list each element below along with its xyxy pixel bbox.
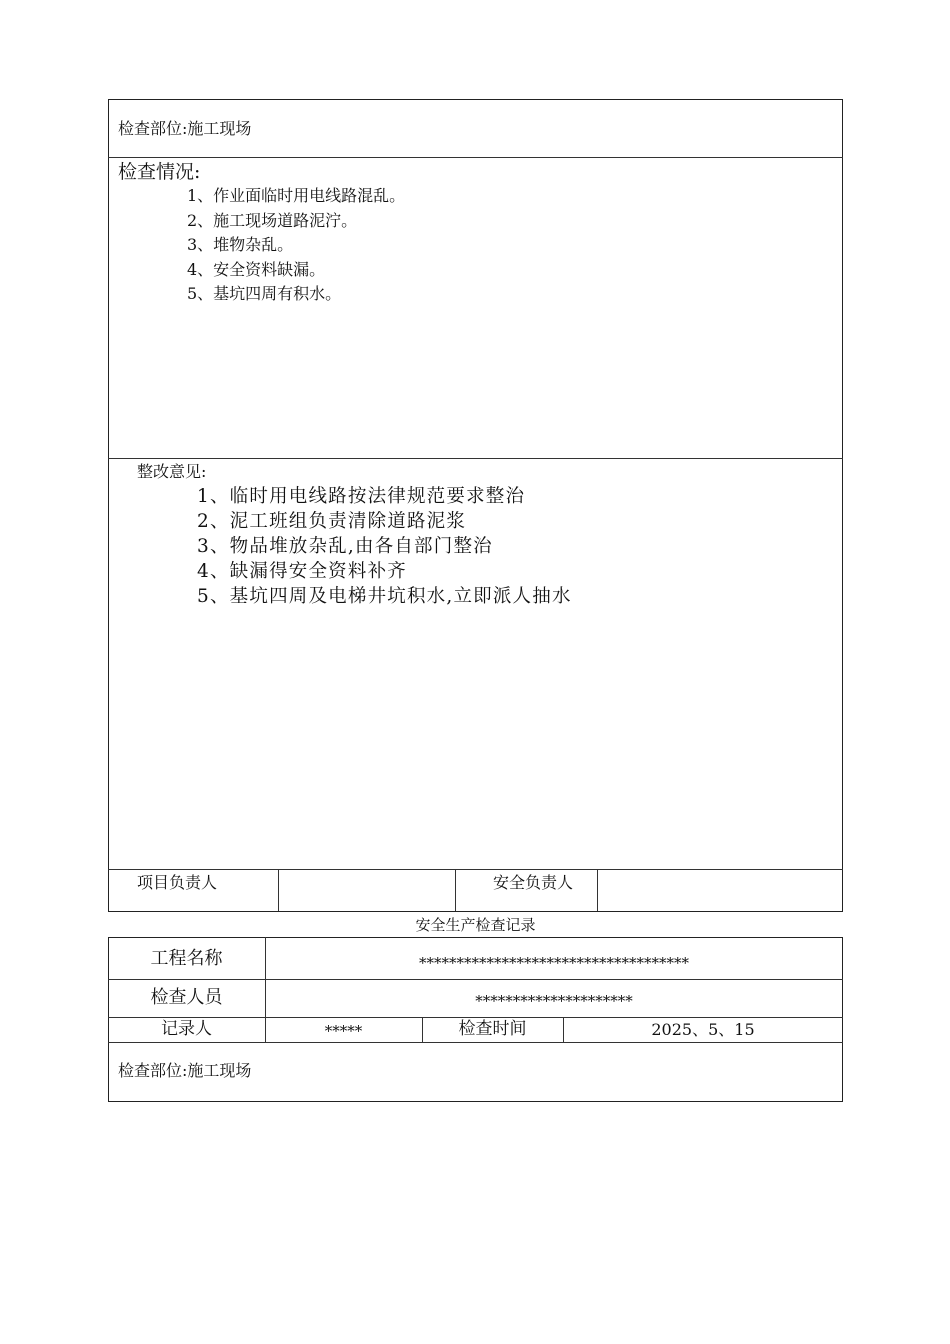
divider	[108, 1017, 843, 1018]
page-title: 安全生产检查记录	[415, 916, 536, 934]
inspection-time-value: 2025、5、15	[651, 1020, 755, 1039]
recorder-value: *****	[324, 1022, 363, 1040]
location-label: 检查部位:施工现场	[118, 119, 252, 138]
divider	[597, 869, 598, 911]
list-item: 5、基坑四周及电梯井坑积水,立即派人抽水	[197, 586, 572, 607]
rectification-heading: 整改意见:	[137, 462, 207, 481]
divider	[455, 869, 456, 911]
rectification-list	[197, 484, 572, 609]
list-item: 1、作业面临时用电线路混乱。	[187, 186, 406, 205]
divider	[108, 157, 843, 158]
divider	[278, 869, 279, 911]
project-name-label: 工程名称	[150, 948, 223, 969]
list-item: 2、泥工班组负责清除道路泥浆	[197, 511, 467, 532]
situation-heading: 检查情况:	[118, 161, 201, 183]
inspection-time-label: 检查时间	[458, 1019, 527, 1039]
divider	[108, 1042, 843, 1043]
list-item: 5、基坑四周有积水。	[187, 284, 342, 303]
safety-lead-label: 安全负责人	[493, 873, 574, 892]
divider	[108, 979, 843, 980]
project-lead-label: 项目负责人	[137, 873, 218, 892]
location-label: 检查部位:施工现场	[118, 1061, 252, 1080]
list-item: 4、安全资料缺漏。	[187, 259, 326, 279]
list-item: 2、施工现场道路泥泞。	[187, 210, 358, 230]
project-name-value: ************************************	[419, 954, 689, 972]
list-item: 3、物品堆放杂乱,由各自部门整治	[197, 536, 493, 557]
inspectors-label: 检查人员	[150, 987, 223, 1008]
divider	[108, 458, 843, 459]
divider	[108, 869, 843, 870]
list-item: 4、缺漏得安全资料补齐	[197, 561, 407, 582]
recorder-label: 记录人	[161, 1019, 212, 1039]
inspectors-value: *********************	[475, 992, 633, 1010]
list-item: 3、堆物杂乱。	[187, 235, 294, 254]
situation-list	[187, 184, 405, 307]
list-item: 1、临时用电线路按法律规范要求整治	[197, 486, 526, 507]
